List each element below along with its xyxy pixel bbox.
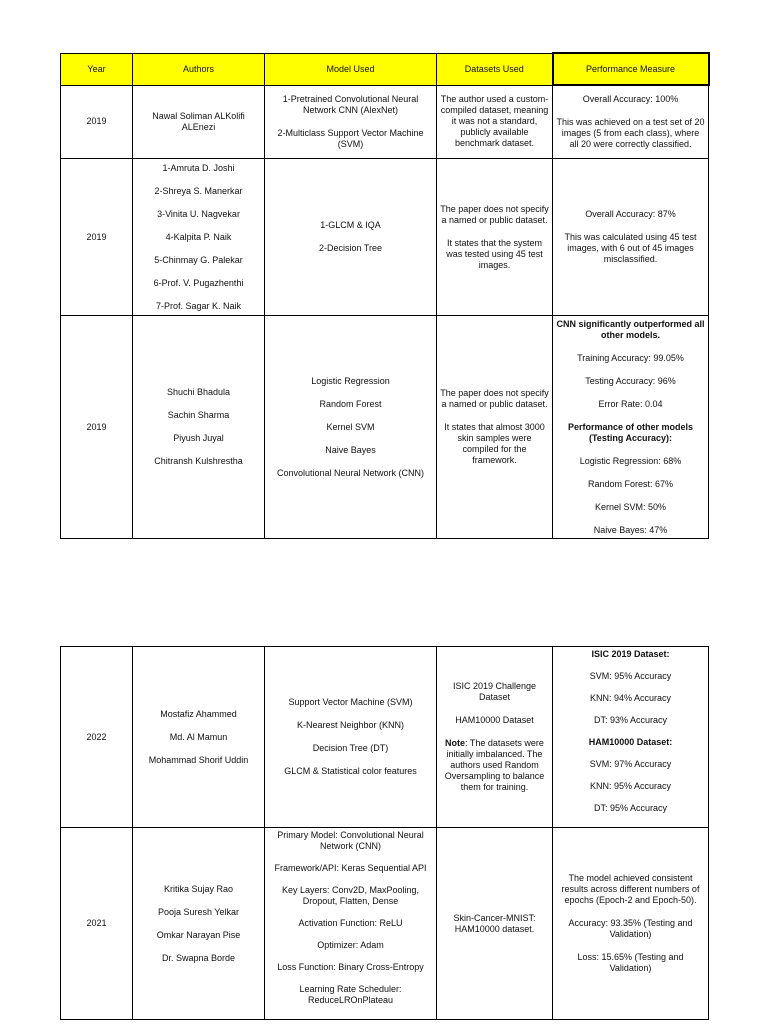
model-item: Support Vector Machine (SVM) <box>288 697 413 707</box>
performance-line: SVM: 95% Accuracy <box>589 671 672 681</box>
literature-table-bottom <box>60 646 709 1020</box>
model-cell <box>265 316 437 539</box>
model-item: 1-GLCM & IQA <box>320 220 381 230</box>
authors-cell <box>133 85 265 159</box>
author-name: Pooja Suresh Yelkar <box>157 906 240 917</box>
model-item: Key Layers: Conv2D, MaxPooling, Dropout, Flatten, Dense <box>281 885 420 906</box>
author-name: Piyush Juyal <box>173 433 224 443</box>
performance-heading: CNN significantly outperformed all other models. <box>556 318 705 340</box>
author-name: Chitransh Kulshrestha <box>154 456 243 466</box>
performance-line: Accuracy: 93.35% (Testing and Validation) <box>568 918 693 939</box>
authors-cell <box>133 828 265 1020</box>
table-row <box>61 828 709 1020</box>
author-name: Sachin Sharma <box>167 410 230 420</box>
performance-line: DT: 95% Accuracy <box>593 803 668 813</box>
header-authors: Authors <box>133 53 265 85</box>
author-name: 1-Amruta D. Joshi <box>162 162 235 173</box>
dataset-text: It states that almost 3000 skin samples were compiled for the framework. <box>444 422 545 465</box>
author-name: Shuchi Bhadula <box>166 387 231 397</box>
performance-cell <box>553 828 709 1020</box>
model-item: Activation Function: ReLU <box>298 918 403 928</box>
header-year: Year <box>61 53 133 85</box>
year-text: 2022 <box>86 731 107 742</box>
author-name: Omkar Narayan Pise <box>156 929 241 940</box>
performance-line: Logistic Regression: 68% <box>579 455 682 466</box>
performance-line: Training Accuracy: 99.05% <box>577 352 684 363</box>
dataset-cell <box>437 159 553 316</box>
author-name: Md. Al Mamun <box>169 731 228 742</box>
performance-cell <box>553 647 709 828</box>
model-item: 1-Pretrained Convolutional Neural Network CNN (AlexNet) <box>282 93 419 115</box>
table-row <box>61 159 709 316</box>
dataset-text: The paper does not specify a named or public dataset. <box>440 203 549 225</box>
author-name: 7-Prof. Sagar K. Naik <box>155 300 242 311</box>
performance-line: SVM: 97% Accuracy <box>589 759 672 769</box>
dataset-text: The paper does not specify a named or public dataset. <box>440 388 549 409</box>
year-text: 2019 <box>86 231 107 242</box>
model-item: Decision Tree (DT) <box>312 743 389 753</box>
performance-line: DT: 93% Accuracy <box>593 715 668 725</box>
author-name: 5-Chinmay G. Palekar <box>154 254 243 265</box>
performance-line: Kernel SVM: 50% <box>594 501 667 512</box>
year-text: 2021 <box>86 918 107 928</box>
header-performance: Performance Measure <box>553 53 709 85</box>
model-item: Learning Rate Scheduler: ReduceLROnPlateau <box>299 984 402 1005</box>
dataset-text: The author used a custom-compiled dataset, meaning it was not a standard, publicly available benchmark dataset. <box>440 94 549 149</box>
year-cell <box>61 159 133 316</box>
author-name: Dr. Swapna Borde <box>161 952 236 963</box>
authors-cell <box>133 316 265 539</box>
dataset-cell <box>437 85 553 159</box>
dataset-note-text: : The datasets were initially imbalanced. The authors used Random Oversampling to balance them for training. <box>444 738 545 792</box>
dataset-note <box>440 738 549 793</box>
authors-cell <box>133 647 265 828</box>
performance-line: KNN: 94% Accuracy <box>589 693 672 703</box>
model-item: GLCM & Statistical color features <box>284 766 417 776</box>
model-item: Kernel SVM <box>326 421 375 432</box>
performance-line: This was calculated using 45 test images, with 6 out of 45 images misclassified. <box>564 232 697 264</box>
performance-line: Error Rate: 0.04 <box>598 398 663 409</box>
model-item: 2-Decision Tree <box>318 243 383 253</box>
author-name: Mohammad Shorif Uddin <box>148 754 249 765</box>
model-item: Loss Function: Binary Cross-Entropy <box>277 962 424 972</box>
performance-cell <box>553 316 709 539</box>
performance-line: Loss: 15.65% (Testing and Validation) <box>577 952 684 973</box>
model-cell <box>265 85 437 159</box>
dataset-cell <box>437 828 553 1020</box>
performance-line: Overall Accuracy: 100% <box>582 94 679 104</box>
table-row <box>61 316 709 539</box>
author-name: 3-Vinita U. Nagvekar <box>157 208 240 219</box>
table-row <box>61 85 709 159</box>
header-model: Model Used <box>265 53 437 85</box>
year-cell <box>61 828 133 1020</box>
model-item: K-Nearest Neighbor (KNN) <box>296 720 405 730</box>
year-cell <box>61 647 133 828</box>
model-item: Convolutional Neural Network (CNN) <box>276 467 425 478</box>
performance-line: This was achieved on a test set of 20 images (5 from each class), where all 20 were correctly classified. <box>556 117 705 149</box>
table-row <box>61 647 709 828</box>
year-cell <box>61 316 133 539</box>
performance-line: Naive Bayes: 47% <box>593 524 668 535</box>
authors-cell <box>133 159 265 316</box>
model-cell <box>265 647 437 828</box>
model-item: Logistic Regression <box>311 375 390 386</box>
dataset-note-label: Note <box>445 738 466 748</box>
model-item: Framework/API: Keras Sequential API <box>274 863 427 873</box>
header-datasets: Datasets Used <box>437 53 553 85</box>
author-name: 6-Prof. V. Pugazhenthi <box>153 277 244 288</box>
author-name: Mostafiz Ahammed <box>160 708 237 719</box>
model-cell <box>265 159 437 316</box>
model-item: Primary Model: Convolutional Neural Network (CNN) <box>277 830 424 851</box>
dataset-cell <box>437 316 553 539</box>
literature-table-top <box>60 52 710 539</box>
author-name: Kritika Sujay Rao <box>163 883 234 894</box>
performance-line: KNN: 95% Accuracy <box>589 781 672 791</box>
performance-line: The model achieved consistent results across different numbers of epochs (Epoch-2 and Epoch-50). <box>561 873 700 905</box>
table-header-row <box>61 53 709 85</box>
model-cell <box>265 828 437 1020</box>
model-item: Random Forest <box>319 398 382 409</box>
performance-heading: ISIC 2019 Dataset: <box>591 649 670 659</box>
performance-cell <box>553 159 709 316</box>
performance-cell <box>553 85 709 159</box>
model-item: Optimizer: Adam <box>317 940 384 950</box>
model-item: Naive Bayes <box>325 444 376 455</box>
performance-line: Random Forest: 67% <box>587 478 674 489</box>
year-cell <box>61 85 133 159</box>
year-text: 2019 <box>86 421 107 432</box>
dataset-text: HAM10000 Dataset <box>455 715 534 725</box>
author-name: 4-Kalpita P. Naik <box>165 231 232 242</box>
author-name: 2-Shreya S. Manerkar <box>154 185 243 196</box>
performance-heading: HAM10000 Dataset: <box>588 737 673 747</box>
author-name: Nawal Soliman ALKolifi ALEnezi <box>152 110 245 132</box>
model-item: 2-Multiclass Support Vector Machine (SVM) <box>277 127 424 149</box>
performance-line: Overall Accuracy: 87% <box>585 209 676 219</box>
dataset-text: It states that the system was tested using 45 test images. <box>446 237 543 270</box>
performance-line: Testing Accuracy: 96% <box>585 375 676 386</box>
dataset-text: ISIC 2019 Challenge Dataset <box>452 681 537 702</box>
dataset-text: Skin-Cancer-MNIST: HAM10000 dataset. <box>453 912 536 934</box>
dataset-cell <box>437 647 553 828</box>
year-text: 2019 <box>86 116 107 127</box>
performance-heading: Performance of other models (Testing Accuracy): <box>567 421 694 443</box>
